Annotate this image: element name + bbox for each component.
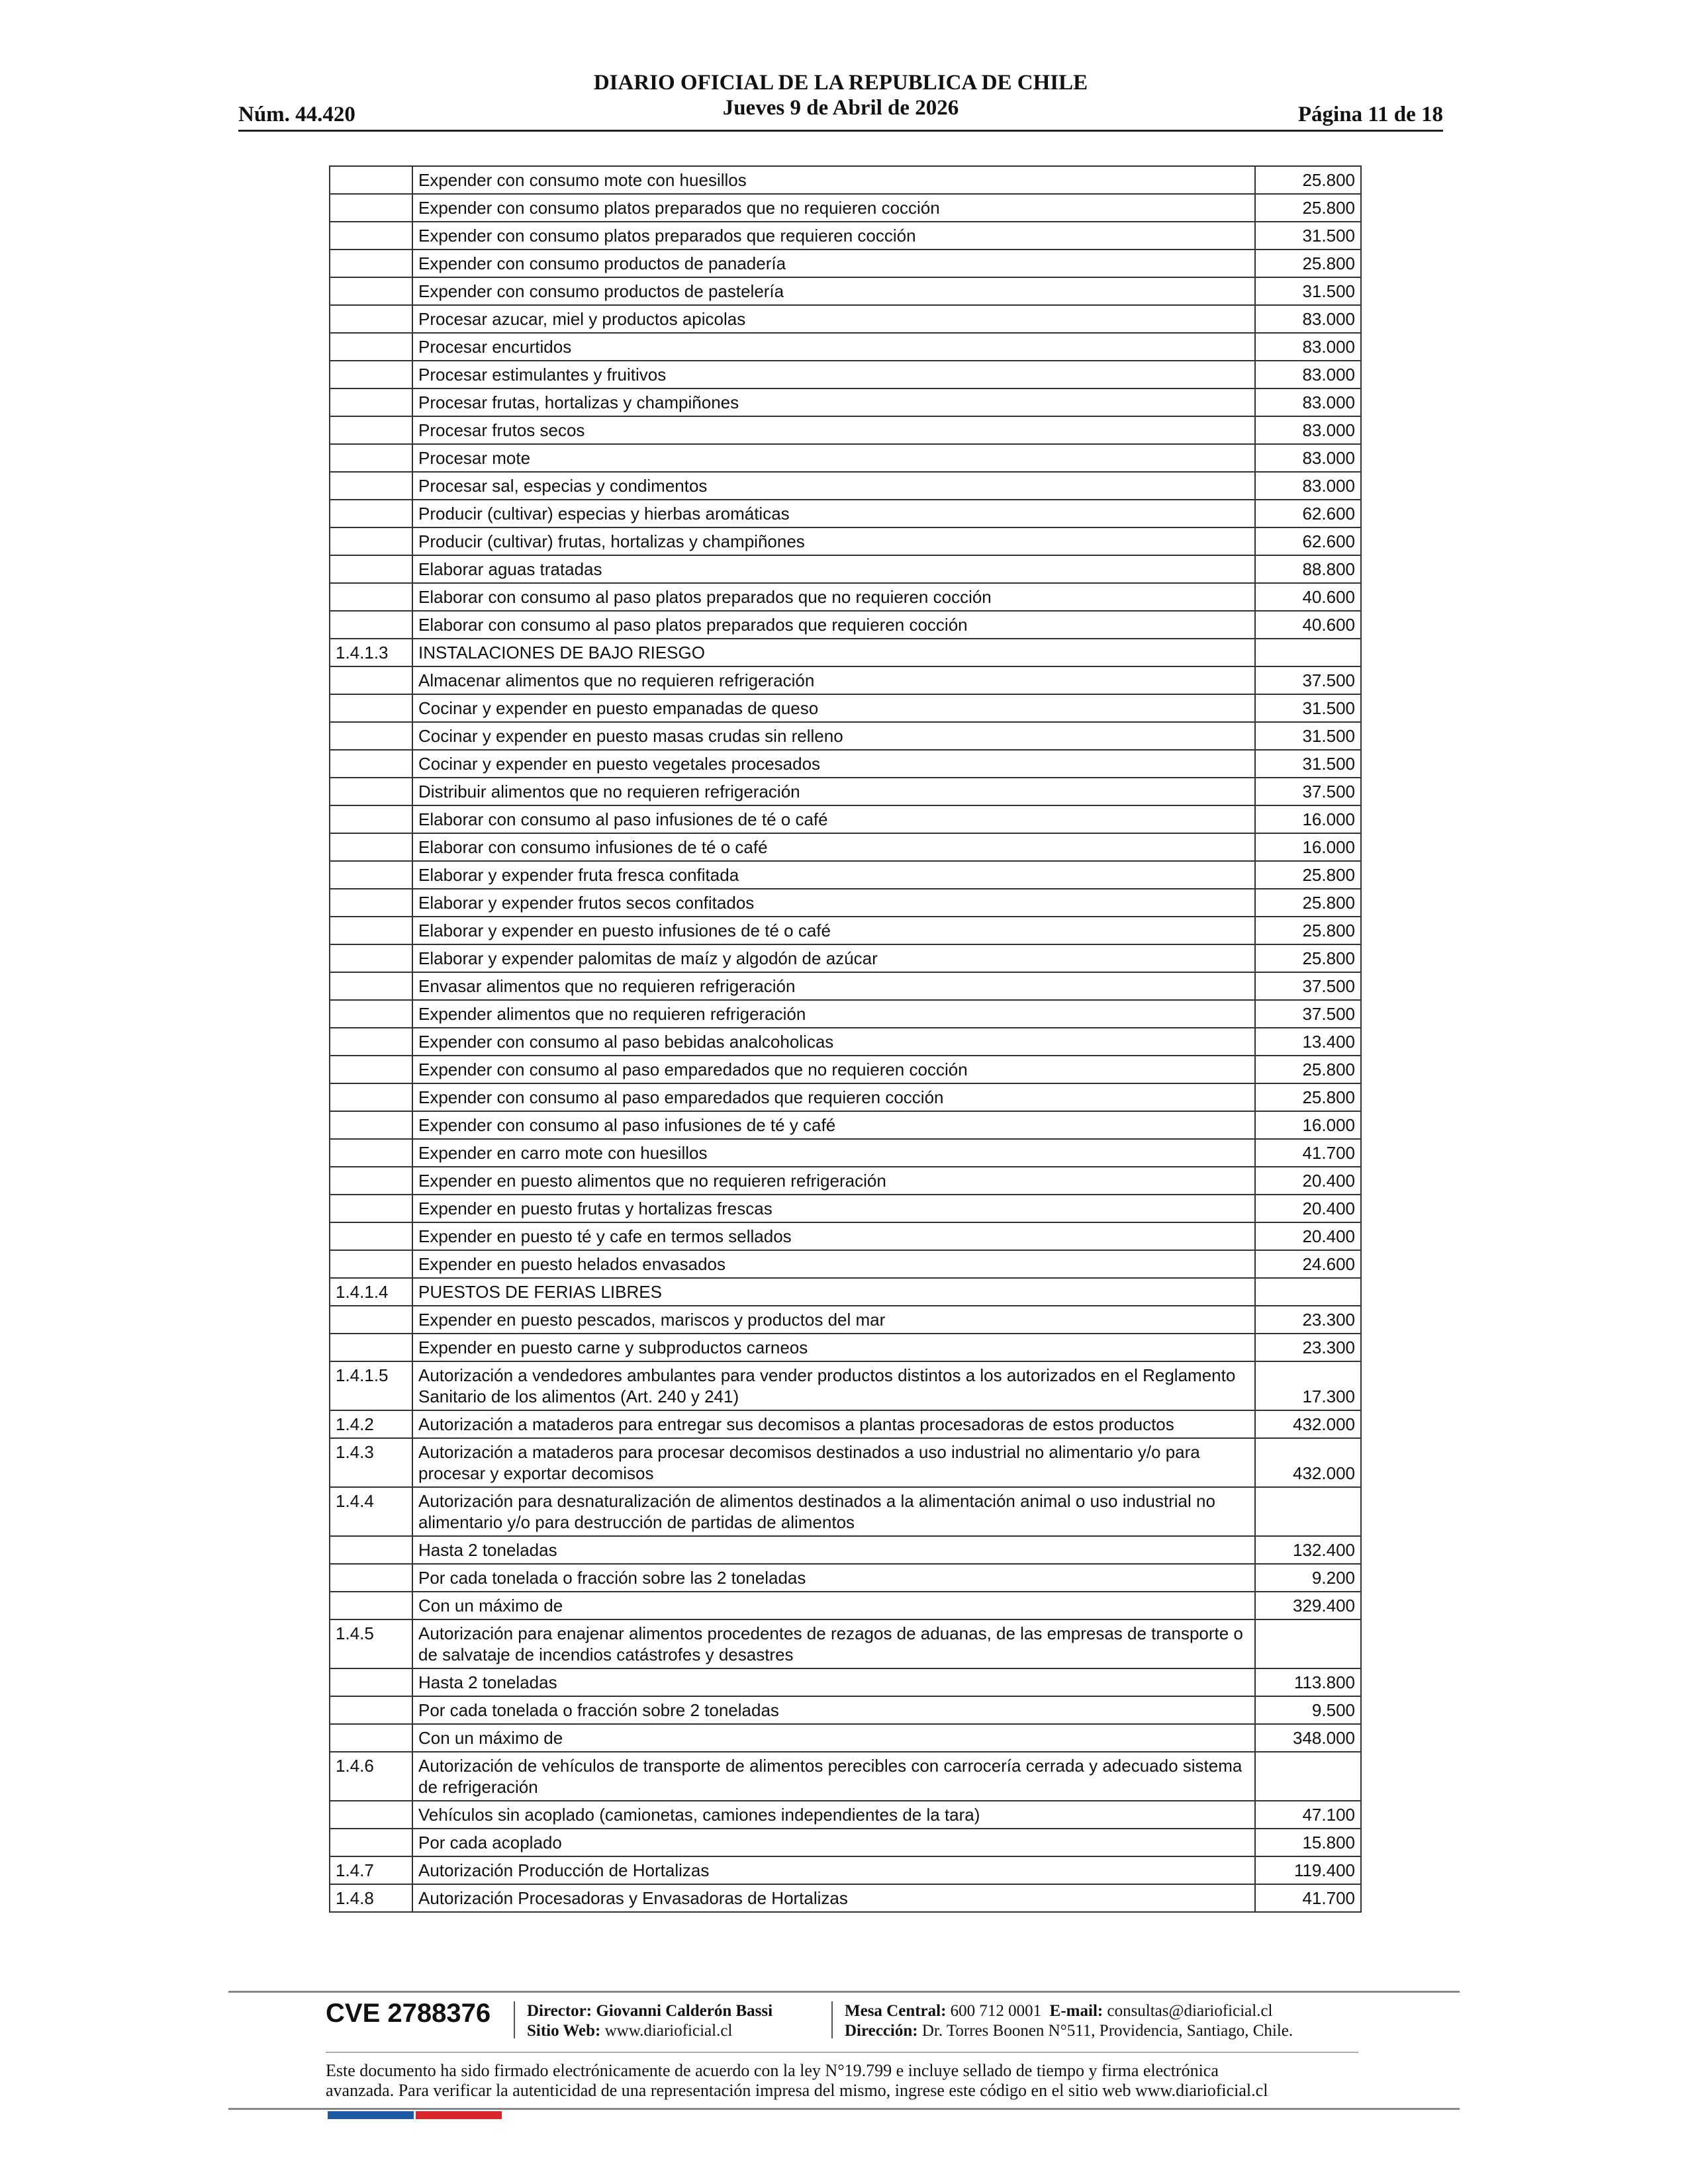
row-amount: 25.800	[1255, 1083, 1361, 1111]
email-label: E-mail:	[1049, 2002, 1103, 2020]
row-code	[330, 1222, 412, 1250]
footer-separator	[514, 2001, 515, 2038]
row-code	[330, 194, 412, 222]
row-amount: 41.700	[1255, 1884, 1361, 1912]
row-code	[330, 1111, 412, 1139]
row-description: Expender con consumo al paso emparedados que requieren cocción	[412, 1083, 1255, 1111]
row-description: Autorización a mataderos para entregar sus decomisos a plantas procesadoras de estos productos	[412, 1410, 1255, 1438]
row-code	[330, 666, 412, 694]
row-amount: 83.000	[1255, 444, 1361, 472]
row-amount: 40.600	[1255, 583, 1361, 611]
row-code	[330, 1167, 412, 1195]
footer-divider-bottom	[228, 2108, 1460, 2110]
row-description: Autorización para desnaturalización de alimentos destinados a la alimentación animal o uso industrial no alimentario y/o para destrucción de partidas de alimentos	[412, 1487, 1255, 1536]
table-row	[330, 1487, 1361, 1536]
phone-value: 600 712 0001	[950, 2002, 1042, 2020]
row-description: Expender con consumo platos preparados que no requieren cocción	[412, 194, 1255, 222]
row-description: Procesar encurtidos	[412, 333, 1255, 361]
row-description: Elaborar con consumo al paso infusiones de té o café	[412, 805, 1255, 833]
row-amount: 20.400	[1255, 1195, 1361, 1222]
table-row	[330, 861, 1361, 889]
row-code: 1.4.8	[330, 1884, 412, 1912]
row-amount: 25.800	[1255, 166, 1361, 194]
header-divider	[238, 130, 1443, 132]
row-amount: 17.300	[1255, 1361, 1361, 1410]
row-description: Distribuir alimentos que no requieren refrigeración	[412, 778, 1255, 805]
row-description: Elaborar con consumo al paso platos preparados que requieren cocción	[412, 611, 1255, 639]
table-row	[330, 1668, 1361, 1696]
row-description: Expender con consumo mote con huesillos	[412, 166, 1255, 194]
table-row	[330, 778, 1361, 805]
table-row	[330, 944, 1361, 972]
publication-date: Jueves 9 de Abril de 2026	[722, 96, 959, 120]
row-amount: 25.800	[1255, 944, 1361, 972]
row-description: Procesar estimulantes y fruitivos	[412, 361, 1255, 388]
row-code	[330, 944, 412, 972]
row-amount	[1255, 1619, 1361, 1668]
row-amount: 37.500	[1255, 778, 1361, 805]
table-row	[330, 333, 1361, 361]
table-row	[330, 1438, 1361, 1487]
row-amount: 62.600	[1255, 500, 1361, 527]
row-code	[330, 1139, 412, 1167]
table-row	[330, 583, 1361, 611]
table-row	[330, 1028, 1361, 1056]
row-code	[330, 917, 412, 944]
row-description: Elaborar con consumo infusiones de té o café	[412, 833, 1255, 861]
row-description: Hasta 2 toneladas	[412, 1536, 1255, 1564]
row-amount: 113.800	[1255, 1668, 1361, 1696]
row-description: Autorización para enajenar alimentos procedentes de rezagos de aduanas, de las empresas de transporte o de salvataje de incendios catástrofes y desastres	[412, 1619, 1255, 1668]
row-description: Autorización a vendedores ambulantes para vender productos distintos a los autorizados en el Reglamento Sanitario de los alimentos (Art. 240 y 241)	[412, 1361, 1255, 1410]
row-code	[330, 166, 412, 194]
table-row	[330, 305, 1361, 333]
row-code	[330, 416, 412, 444]
row-code	[330, 750, 412, 778]
row-code	[330, 722, 412, 750]
row-amount: 25.800	[1255, 861, 1361, 889]
row-amount: 47.100	[1255, 1801, 1361, 1829]
row-amount: 40.600	[1255, 611, 1361, 639]
address-value: Dr. Torres Boonen N°511, Providencia, Santiago, Chile.	[921, 2022, 1293, 2040]
email-link[interactable]: consultas@diarioficial.cl	[1107, 2002, 1273, 2020]
address-label: Dirección:	[845, 2022, 918, 2040]
row-description: Por cada tonelada o fracción sobre las 2 toneladas	[412, 1564, 1255, 1592]
row-code	[330, 444, 412, 472]
row-code	[330, 1536, 412, 1564]
row-amount: 16.000	[1255, 805, 1361, 833]
website-link[interactable]: www.diarioficial.cl	[604, 2022, 733, 2040]
table-row	[330, 1696, 1361, 1724]
row-code	[330, 1334, 412, 1361]
director-name: Giovanni Calderón Bassi	[596, 2002, 773, 2020]
row-description: Con un máximo de	[412, 1724, 1255, 1752]
row-amount	[1255, 1278, 1361, 1306]
table-row	[330, 222, 1361, 250]
row-description: Expender en puesto carne y subproductos carneos	[412, 1334, 1255, 1361]
row-code	[330, 388, 412, 416]
row-description: Cocinar y expender en puesto empanadas de queso	[412, 694, 1255, 722]
table-row	[330, 444, 1361, 472]
table-row	[330, 1167, 1361, 1195]
table-row	[330, 166, 1361, 194]
row-code	[330, 527, 412, 555]
row-amount: 9.200	[1255, 1564, 1361, 1592]
row-code	[330, 1083, 412, 1111]
director-line	[527, 2001, 773, 2021]
table-row	[330, 555, 1361, 583]
row-description: Autorización a mataderos para procesar decomisos destinados a uso industrial no alimentario y/o para procesar y exportar decomisos	[412, 1438, 1255, 1487]
row-description: Procesar sal, especias y condimentos	[412, 472, 1255, 500]
table-row	[330, 1829, 1361, 1856]
director-label: Director:	[527, 2002, 592, 2020]
row-amount: 348.000	[1255, 1724, 1361, 1752]
row-amount: 31.500	[1255, 277, 1361, 305]
row-amount: 9.500	[1255, 1696, 1361, 1724]
row-description: Expender con consumo productos de panadería	[412, 250, 1255, 277]
row-code	[330, 1028, 412, 1056]
row-code: 1.4.2	[330, 1410, 412, 1438]
phone-label: Mesa Central:	[845, 2002, 947, 2020]
table-row	[330, 500, 1361, 527]
row-code	[330, 305, 412, 333]
table-row	[330, 805, 1361, 833]
row-amount: 25.800	[1255, 917, 1361, 944]
row-amount: 83.000	[1255, 388, 1361, 416]
row-code	[330, 1829, 412, 1856]
row-amount: 432.000	[1255, 1438, 1361, 1487]
row-amount: 25.800	[1255, 1056, 1361, 1083]
table-row	[330, 388, 1361, 416]
row-code	[330, 778, 412, 805]
row-description: Cocinar y expender en puesto masas crudas sin relleno	[412, 722, 1255, 750]
row-description: Elaborar y expender en puesto infusiones de té o café	[412, 917, 1255, 944]
row-description: Expender alimentos que no requieren refrigeración	[412, 1000, 1255, 1028]
table-row	[330, 250, 1361, 277]
table-row	[330, 1056, 1361, 1083]
row-description: Elaborar y expender frutos secos confitados	[412, 889, 1255, 917]
row-description: Procesar azucar, miel y productos apicolas	[412, 305, 1255, 333]
row-amount: 20.400	[1255, 1167, 1361, 1195]
table-row	[330, 1222, 1361, 1250]
row-amount: 83.000	[1255, 361, 1361, 388]
row-amount: 132.400	[1255, 1536, 1361, 1564]
row-code	[330, 861, 412, 889]
row-description: Expender con consumo al paso bebidas analcoholicas	[412, 1028, 1255, 1056]
page-header	[238, 66, 1443, 132]
row-description: Autorización Procesadoras y Envasadoras de Hortalizas	[412, 1884, 1255, 1912]
fees-table	[329, 165, 1362, 1913]
table-row	[330, 1592, 1361, 1619]
table-row	[330, 1564, 1361, 1592]
row-description: Expender en puesto té y cafe en termos sellados	[412, 1222, 1255, 1250]
row-description: Expender con consumo productos de pastelería	[412, 277, 1255, 305]
row-amount: 119.400	[1255, 1856, 1361, 1884]
table-row	[330, 1752, 1361, 1801]
row-code	[330, 1250, 412, 1278]
row-code: 1.4.3	[330, 1438, 412, 1487]
issue-number: Núm. 44.420	[238, 103, 355, 126]
fees-table-body	[330, 166, 1361, 1912]
table-row	[330, 694, 1361, 722]
website-label: Sitio Web:	[527, 2022, 601, 2040]
table-row	[330, 1536, 1361, 1564]
table-row	[330, 277, 1361, 305]
row-description: Expender en puesto frutas y hortalizas frescas	[412, 1195, 1255, 1222]
row-code	[330, 1000, 412, 1028]
table-row	[330, 1334, 1361, 1361]
row-description: Procesar frutas, hortalizas y champiñones	[412, 388, 1255, 416]
row-description: Autorización Producción de Hortalizas	[412, 1856, 1255, 1884]
row-description: Por cada tonelada o fracción sobre 2 toneladas	[412, 1696, 1255, 1724]
row-amount: 16.000	[1255, 833, 1361, 861]
table-row	[330, 1361, 1361, 1410]
row-code	[330, 1564, 412, 1592]
table-row	[330, 1000, 1361, 1028]
table-row	[330, 666, 1361, 694]
header-center	[238, 70, 1443, 120]
row-code	[330, 1056, 412, 1083]
table-row	[330, 639, 1361, 666]
row-amount: 25.800	[1255, 250, 1361, 277]
row-description: PUESTOS DE FERIAS LIBRES	[412, 1278, 1255, 1306]
row-amount: 31.500	[1255, 222, 1361, 250]
row-code	[330, 1801, 412, 1829]
row-description: Elaborar con consumo al paso platos preparados que no requieren cocción	[412, 583, 1255, 611]
table-row	[330, 1111, 1361, 1139]
row-amount: 62.600	[1255, 527, 1361, 555]
row-description: Hasta 2 toneladas	[412, 1668, 1255, 1696]
row-amount: 31.500	[1255, 750, 1361, 778]
table-row	[330, 472, 1361, 500]
table-row	[330, 722, 1361, 750]
row-code: 1.4.1.4	[330, 1278, 412, 1306]
row-amount: 83.000	[1255, 416, 1361, 444]
row-description: Elaborar aguas tratadas	[412, 555, 1255, 583]
contact-block	[845, 2001, 1293, 2041]
row-amount: 23.300	[1255, 1306, 1361, 1334]
address-line	[845, 2021, 1293, 2041]
row-amount: 16.000	[1255, 1111, 1361, 1139]
table-row	[330, 1306, 1361, 1334]
row-amount: 432.000	[1255, 1410, 1361, 1438]
row-description: Con un máximo de	[412, 1592, 1255, 1619]
row-amount: 31.500	[1255, 694, 1361, 722]
row-code	[330, 1724, 412, 1752]
table-row	[330, 194, 1361, 222]
row-description: Autorización de vehículos de transporte de alimentos perecibles con carrocería cerrada y adecuado sistema de refrigeración	[412, 1752, 1255, 1801]
table-row	[330, 750, 1361, 778]
row-code	[330, 833, 412, 861]
row-description: Vehículos sin acoplado (camionetas, camiones independientes de la tara)	[412, 1801, 1255, 1829]
legal-notice-line: avanzada. Para verificar la autenticidad de una representación impresa del mismo, ingrese este código en el sitio web www.diarioficial.cl	[326, 2081, 1268, 2100]
table-row	[330, 527, 1361, 555]
row-code	[330, 250, 412, 277]
table-row	[330, 1083, 1361, 1111]
table-row	[330, 1139, 1361, 1167]
table-row	[330, 361, 1361, 388]
row-amount: 25.800	[1255, 889, 1361, 917]
table-row	[330, 1856, 1361, 1884]
row-amount: 37.500	[1255, 1000, 1361, 1028]
row-amount: 24.600	[1255, 1250, 1361, 1278]
row-description: Almacenar alimentos que no requieren refrigeración	[412, 666, 1255, 694]
row-description: Producir (cultivar) frutas, hortalizas y champiñones	[412, 527, 1255, 555]
row-amount: 13.400	[1255, 1028, 1361, 1056]
row-code	[330, 805, 412, 833]
row-description: Expender en puesto alimentos que no requieren refrigeración	[412, 1167, 1255, 1195]
table-row	[330, 889, 1361, 917]
row-description: Cocinar y expender en puesto vegetales procesados	[412, 750, 1255, 778]
row-description: Elaborar y expender palomitas de maíz y algodón de azúcar	[412, 944, 1255, 972]
row-code: 1.4.4	[330, 1487, 412, 1536]
table-row	[330, 917, 1361, 944]
row-amount: 37.500	[1255, 666, 1361, 694]
page-number: Página 11 de 18	[1297, 103, 1443, 126]
row-description: Producir (cultivar) especias y hierbas aromáticas	[412, 500, 1255, 527]
footer-separator	[831, 2001, 833, 2038]
table-row	[330, 972, 1361, 1000]
table-row	[330, 1619, 1361, 1668]
row-code: 1.4.5	[330, 1619, 412, 1668]
row-description: Expender con consumo al paso emparedados que no requieren cocción	[412, 1056, 1255, 1083]
row-amount: 41.700	[1255, 1139, 1361, 1167]
table-row	[330, 416, 1361, 444]
row-code	[330, 1195, 412, 1222]
row-description: Expender en puesto pescados, mariscos y productos del mar	[412, 1306, 1255, 1334]
row-code	[330, 361, 412, 388]
row-code: 1.4.7	[330, 1856, 412, 1884]
footer-divider-top	[228, 1991, 1460, 1993]
row-code	[330, 472, 412, 500]
row-amount: 15.800	[1255, 1829, 1361, 1856]
table-row	[330, 1884, 1361, 1912]
row-code: 1.4.1.3	[330, 639, 412, 666]
row-amount: 37.500	[1255, 972, 1361, 1000]
table-row	[330, 833, 1361, 861]
row-amount: 20.400	[1255, 1222, 1361, 1250]
row-description: Procesar frutos secos	[412, 416, 1255, 444]
row-amount: 83.000	[1255, 305, 1361, 333]
legal-notice-line: Este documento ha sido firmado electrónicamente de acuerdo con la ley N°19.799 e incluye sellado de tiempo y firma electrónica	[326, 2061, 1219, 2080]
contact-line	[845, 2001, 1293, 2021]
row-description: Expender con consumo platos preparados que requieren cocción	[412, 222, 1255, 250]
row-amount	[1255, 1752, 1361, 1801]
row-description: Envasar alimentos que no requieren refrigeración	[412, 972, 1255, 1000]
flag-stripe-red	[416, 2111, 502, 2119]
cve-code: CVE 2788376	[326, 1999, 491, 2028]
legal-notice	[326, 2061, 1365, 2101]
row-code	[330, 611, 412, 639]
row-amount	[1255, 1487, 1361, 1536]
row-code	[330, 1306, 412, 1334]
table-row	[330, 1250, 1361, 1278]
row-code	[330, 500, 412, 527]
row-code	[330, 222, 412, 250]
director-block	[527, 2001, 773, 2041]
row-amount: 31.500	[1255, 722, 1361, 750]
row-amount: 83.000	[1255, 472, 1361, 500]
row-code	[330, 583, 412, 611]
row-code	[330, 889, 412, 917]
row-description: Procesar mote	[412, 444, 1255, 472]
row-description: Expender con consumo al paso infusiones de té y café	[412, 1111, 1255, 1139]
website-line	[527, 2021, 773, 2041]
table-row	[330, 1195, 1361, 1222]
row-code	[330, 1592, 412, 1619]
table-row	[330, 1724, 1361, 1752]
row-code	[330, 694, 412, 722]
row-description: Elaborar y expender fruta fresca confitada	[412, 861, 1255, 889]
row-description: Por cada acoplado	[412, 1829, 1255, 1856]
row-code: 1.4.6	[330, 1752, 412, 1801]
row-amount: 329.400	[1255, 1592, 1361, 1619]
row-code	[330, 972, 412, 1000]
row-code	[330, 277, 412, 305]
row-code	[330, 333, 412, 361]
table-row	[330, 1801, 1361, 1829]
row-description: Expender en carro mote con huesillos	[412, 1139, 1255, 1167]
row-amount: 88.800	[1255, 555, 1361, 583]
row-code	[330, 1696, 412, 1724]
row-code	[330, 1668, 412, 1696]
footer-divider-mid	[326, 2052, 1358, 2053]
row-code: 1.4.1.5	[330, 1361, 412, 1410]
row-description: Expender en puesto helados envasados	[412, 1250, 1255, 1278]
row-amount	[1255, 639, 1361, 666]
row-amount: 25.800	[1255, 194, 1361, 222]
row-amount: 83.000	[1255, 333, 1361, 361]
table-row	[330, 611, 1361, 639]
publication-title: DIARIO OFICIAL DE LA REPUBLICA DE CHILE	[593, 71, 1088, 95]
row-code	[330, 555, 412, 583]
table-row	[330, 1278, 1361, 1306]
row-description: INSTALACIONES DE BAJO RIESGO	[412, 639, 1255, 666]
flag-stripe-blue	[328, 2111, 414, 2119]
table-row	[330, 1410, 1361, 1438]
row-amount: 23.300	[1255, 1334, 1361, 1361]
